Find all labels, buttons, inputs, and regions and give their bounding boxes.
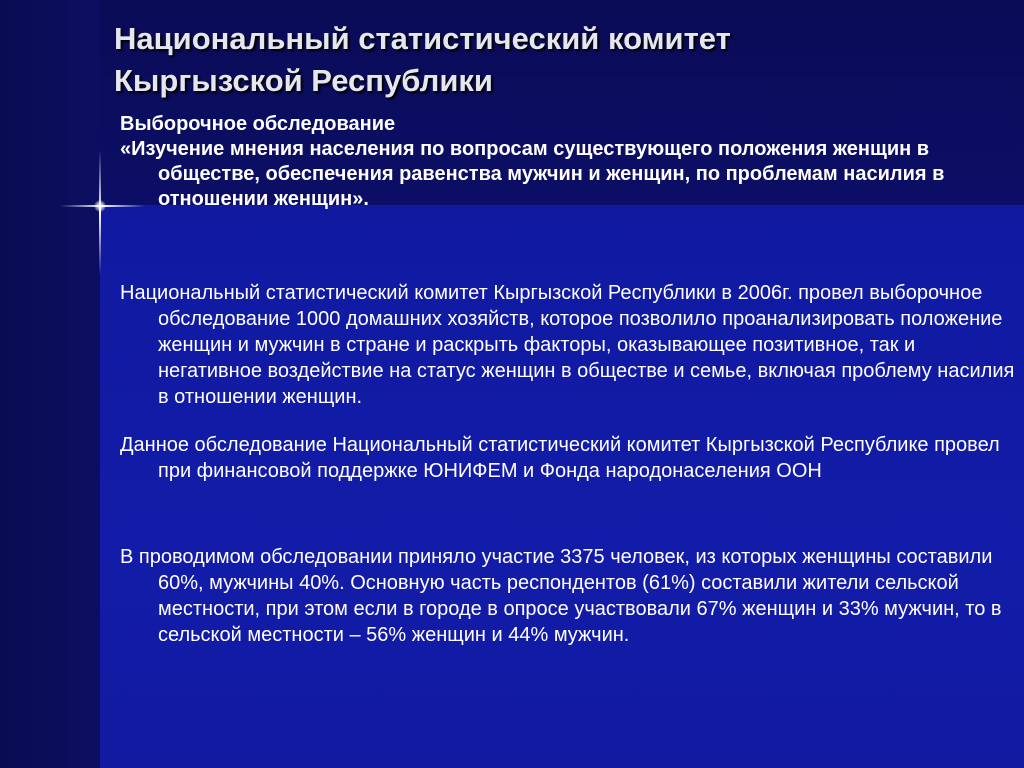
survey-label: Выборочное обследование — [120, 113, 396, 135]
slide-title — [114, 18, 994, 102]
body-paragraph-1: Национальный статистический комитет Кыргызской Республики в 2006г. провел выборочное обследование 1000 домашних хозяйств, которое позволило проанализировать положение женщин и мужчин в стране и раскрыть факторы, оказывающее позитивное, так и негативное воздействие на статус женщин в обществе и семье, включая проблему насилия в отношении женщин. — [120, 282, 1015, 408]
body-paragraph-2: Данное обследование Национальный статистический комитет Кыргызской Республике провел при финансовой поддержке ЮНИФЕМ и Фонда народонаселения ООН — [120, 434, 1000, 482]
slide-title-line-2: Кыргызской Республики — [114, 63, 493, 98]
sparkle-icon — [99, 150, 101, 275]
body-paragraph-3: В проводимом обследовании приняло участие 3375 человек, из которых женщины составили 60%, мужчины 40%. Основную часть респондентов (61%) составили жители сельской местности, при этом если в городе в опросе участвовали 67% женщин и 33% мужчин, то в сельской местности – 56% женщин и 44% мужчин. — [120, 546, 1002, 646]
sparkle-icon — [94, 200, 106, 212]
survey-name: «Изучение мнения населения по вопросам существующего положения женщин в обществе, обеспечения равенства мужчин и женщин, по проблемам насилия в отношении женщин». — [120, 138, 945, 210]
background-left-band — [0, 0, 100, 768]
slide-title-line-1: Национальный статистический комитет — [114, 21, 731, 56]
survey-subheading — [120, 112, 1000, 212]
